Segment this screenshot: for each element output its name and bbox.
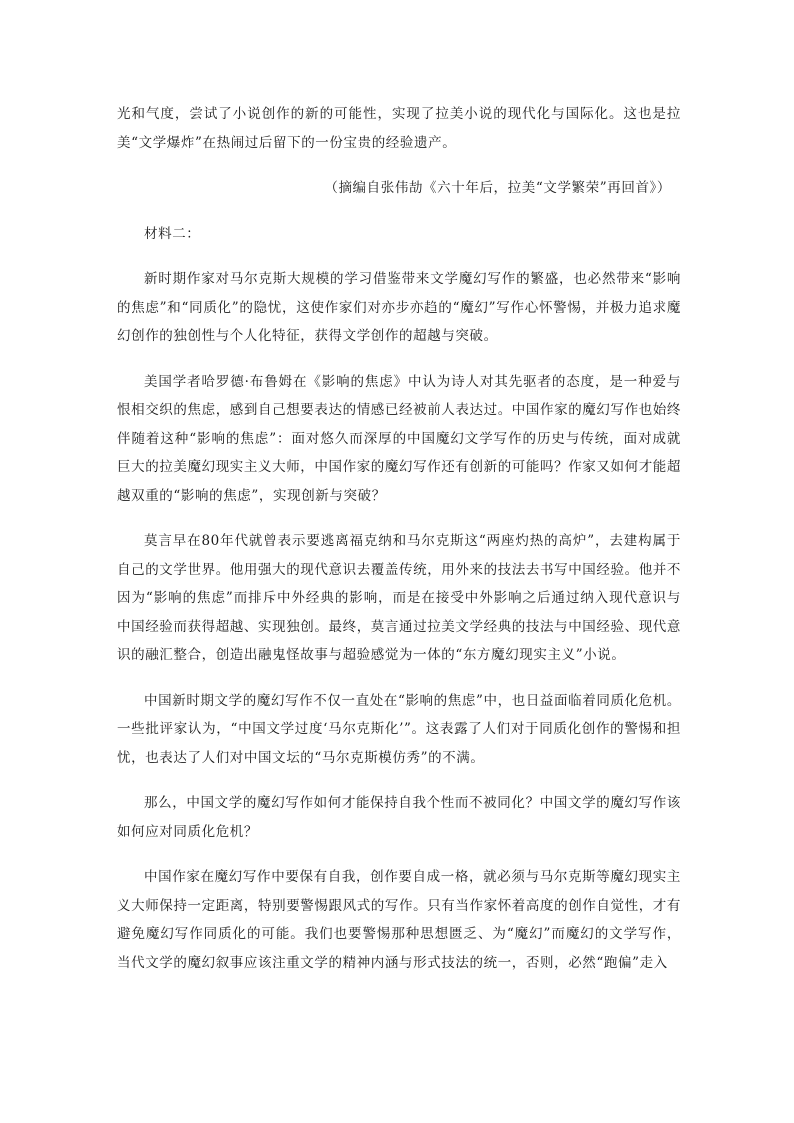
document-page: [117, 100, 681, 994]
paragraph-6: 中国作家在魔幻写作中要保有自我，创作要自成一格，就必须与马尔克斯等魔幻现实主义大师保持一定距离，特别要警惕跟风式的写作。只有当作家怀着高度的创作自觉性，才有避免魔幻写作同质化的可能。我们也要警惕那种思想匮乏、为“魔幻”而魔幻的文学写作，当代文学的魔幻叙事应该注重文学的精神内涵与形式技法的统一，否则，必然“跑偏”走入: [117, 869, 681, 971]
paragraph-continued: 光和气度，尝试了小说创作的新的可能性，实现了拉美小说的现代化与国际化。这也是拉美“文学爆炸”在热闹过后留下的一份宝贵的经验遗产。: [117, 106, 681, 151]
paragraph-4: 中国新时期文学的魔幻写作不仅一直处在“影响的焦虑”中，也日益面临着同质化危机。一些批评家认为，“中国文学过度‘马尔克斯化’”。这表露了人们对于同质化创作的警惕和担忧，也表达了人们对中国文坛的“马尔克斯模仿秀”的不满。: [117, 692, 681, 766]
section-heading-material-two: 材料二：: [144, 225, 201, 242]
paragraph-2: 美国学者哈罗德·布鲁姆在《影响的焦虑》中认为诗人对其先驱者的态度，是一种爱与恨相交织的焦虑，感到自己想要表达的情感已经被前人表达过。中国作家的魔幻写作也始终伴随着这种“影响的焦虑”：面对悠久而深厚的中国魔幻文学写作的历史与传统，面对成就巨大的拉美魔幻现实主义大师，中国作家的魔幻写作还有创新的可能吗？作家又如何才能超越双重的“影响的焦虑”，实现创新与突破？: [117, 373, 681, 504]
paragraph-1: 新时期作家对马尔克斯大规模的学习借鉴带来文学魔幻写作的繁盛，也必然带来“影响的焦虑”和“同质化”的隐忧，这使作家们对亦步亦趋的“魔幻”写作心怀警惕，并极力追求魔幻创作的独创性与个人化特征，获得文学创作的超越与突破。: [117, 271, 681, 344]
paragraph-5: 那么，中国文学的魔幻写作如何才能保持自我个性而不被同化？中国文学的魔幻写作该如何应对同质化危机？: [117, 795, 681, 840]
paragraph-3: 莫言早在80年代就曾表示要逃离福克纳和马尔克斯这“两座灼热的高炉”，去建构属于自己的文学世界。他用强大的现代意识去覆盖传统，用外来的技法去书写中国经验。他并不因为“影响的焦虑”而排斥中外经典的影响，而是在接受中外影响之后通过纳入现代意识与中国经验而获得超越、实现独创。最终，莫言通过拉美文学经典的技法与中国经验、现代意识的融汇整合，创造出融鬼怪故事与超验感觉为一体的“东方魔幻现实主义”小说。: [117, 533, 681, 663]
source-citation: （摘编自张伟劼《六十年后，拉美“文学繁荣”再回首》）: [324, 180, 671, 196]
